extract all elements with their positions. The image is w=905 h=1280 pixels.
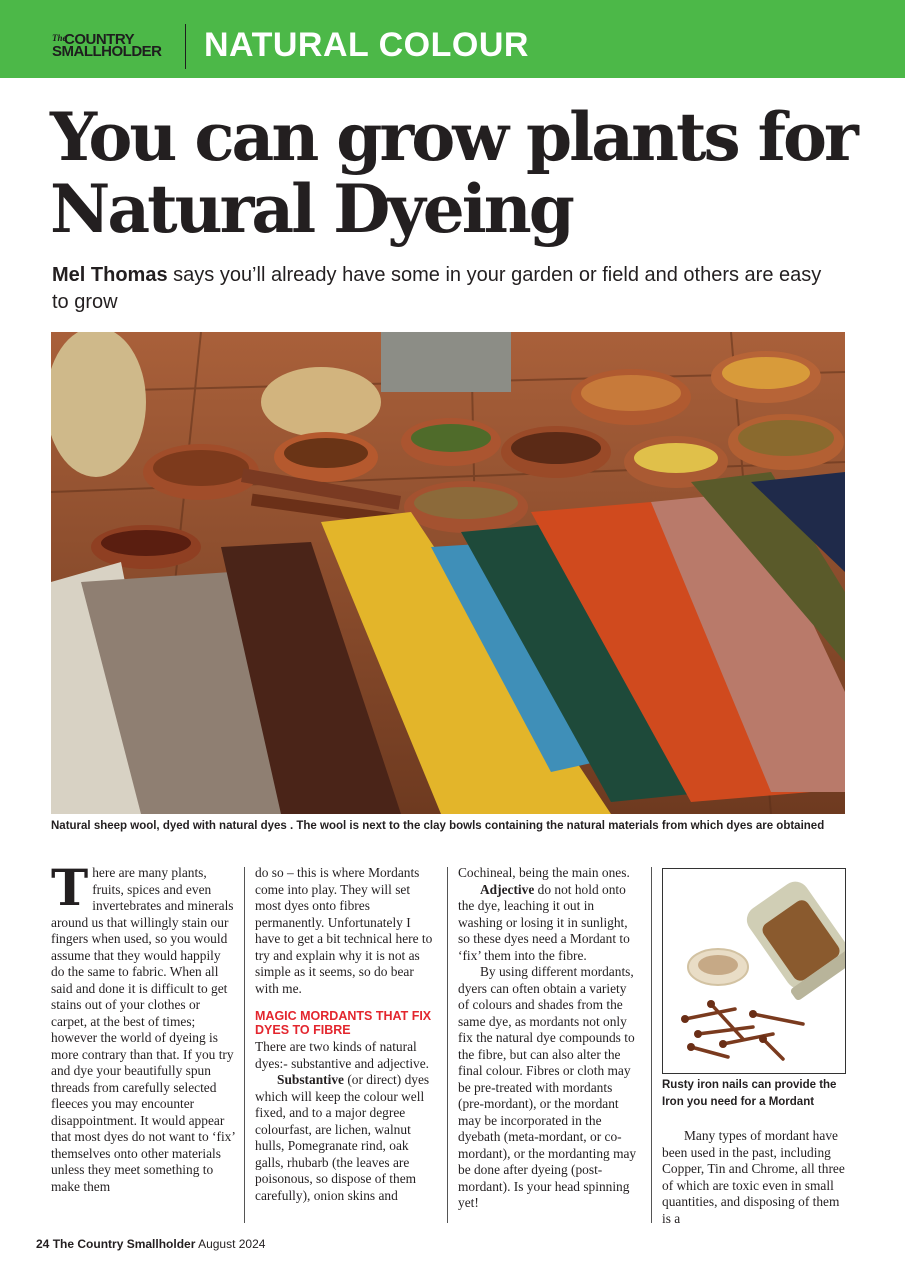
sidebar-caption: Rusty iron nails can provide the Iron you need for a Mordant	[662, 1079, 837, 1108]
body-paragraph	[458, 882, 640, 965]
body-column-4	[662, 1128, 846, 1227]
paragraph-text: do not hold onto the dye, leaching it out in washing or losing it in sunlight, so these dyes need a Mordant to ‘fix’ them into the fibre.	[458, 881, 630, 963]
standfirst	[52, 262, 842, 316]
logo-the: The	[52, 33, 67, 43]
column-rule	[651, 867, 652, 1223]
rusty-iron-nails-jar-photo-icon	[663, 869, 845, 1073]
term-adjective: Adjective	[480, 881, 535, 897]
body-column-3	[458, 865, 640, 1212]
header-divider	[185, 24, 186, 69]
page-footer	[36, 1237, 265, 1251]
logo-line-1: COUNTRY	[64, 31, 135, 48]
body-column-2	[255, 865, 437, 1204]
photo-caption: Natural sheep wool, dyed with natural dyes . The wool is next to the clay bowls containing the natural materials from which dyes are obtained	[51, 820, 825, 832]
drop-cap: T	[51, 858, 89, 917]
body-paragraph	[255, 1072, 437, 1204]
issue-date: August 2024	[198, 1237, 266, 1251]
body-paragraph: Many types of mordant have been used in the past, including Copper, Tin and Chrome, all three of which are toxic even in small quantities, and disposing of them is a	[662, 1128, 845, 1226]
subheading: MAGIC MORDANTS THAT FIX DYES TO FIBRE	[255, 1009, 432, 1037]
header-bar	[0, 0, 905, 78]
page-number: 24	[36, 1237, 50, 1251]
body-column-1	[51, 858, 235, 1195]
section-title: NATURAL COLOUR	[204, 26, 529, 64]
author-name: Mel Thomas	[52, 264, 168, 286]
article-title: You can grow plants for Natural Dyeing	[50, 98, 856, 248]
body-paragraph: By using different mordants, dyers can often obtain a variety of colours and shades from the same dye, as mordants not only fix the natural dye compounds to the fibre, but can also alter the final colour. Fibres or cloth may be pre-treated with mordants (pre-mordant), or the mordant may be incorporated in the dyebath (meta-mordant, or co-mordant), or the mordanting may be done after dyeing (post-mordant). Is your head spinning yet!	[458, 964, 637, 1210]
body-paragraph: There are two kinds of natural dyes:- substantive and adjective.	[255, 1039, 430, 1071]
standfirst-text: says you’ll already have some in your garden or field and others are easy to grow	[52, 264, 822, 313]
logo-line-2: SMALLHOLDER	[52, 43, 162, 60]
term-substantive: Substantive	[277, 1072, 344, 1087]
body-paragraph: do so – this is where Mordants come into play. They will set most dyes onto fibres permanently. Unfortunately I have to get a bit technical here to try and explain why it is not as simple as it seems, so do bear with me.	[255, 865, 433, 996]
intro-paragraph	[51, 858, 235, 1195]
column-rule	[447, 867, 448, 1223]
column-rule	[244, 867, 245, 1223]
body-paragraph: Cochineal, being the main ones.	[458, 865, 630, 880]
magazine-name: The Country Smallholder	[52, 1237, 196, 1251]
nails-photo	[662, 868, 846, 1074]
dyed-wool-and-clay-bowls-photo-icon	[51, 332, 845, 814]
intro-text: here are many plants, fruits, spices and even invertebrates and minerals around us that willingly stain our fingers when used, so you would assume that they would happily do the same to fabric. When all said and done it is difficult to get stains out of your clothes or carpet, at the best of times; however the world of dyeing is more contrary than that. If you try and dye your beautifully spun threads from carefully selected fleeces you may encounter disappointment. It would appear that most dyes do not want to ‘fix’ themselves onto other materials unless they meet something to make them	[51, 865, 235, 1194]
paragraph-text: (or direct) dyes which will keep the colour well fixed, and to a major degree colourfast, are lichen, walnut hulls, Pomegranate rind, oak galls, rhubarb (the leaves are poisonous, so dispose of them carefully), onion skins and	[255, 1072, 430, 1203]
dyed-wool-photo	[51, 332, 845, 814]
magazine-logo	[52, 31, 162, 60]
